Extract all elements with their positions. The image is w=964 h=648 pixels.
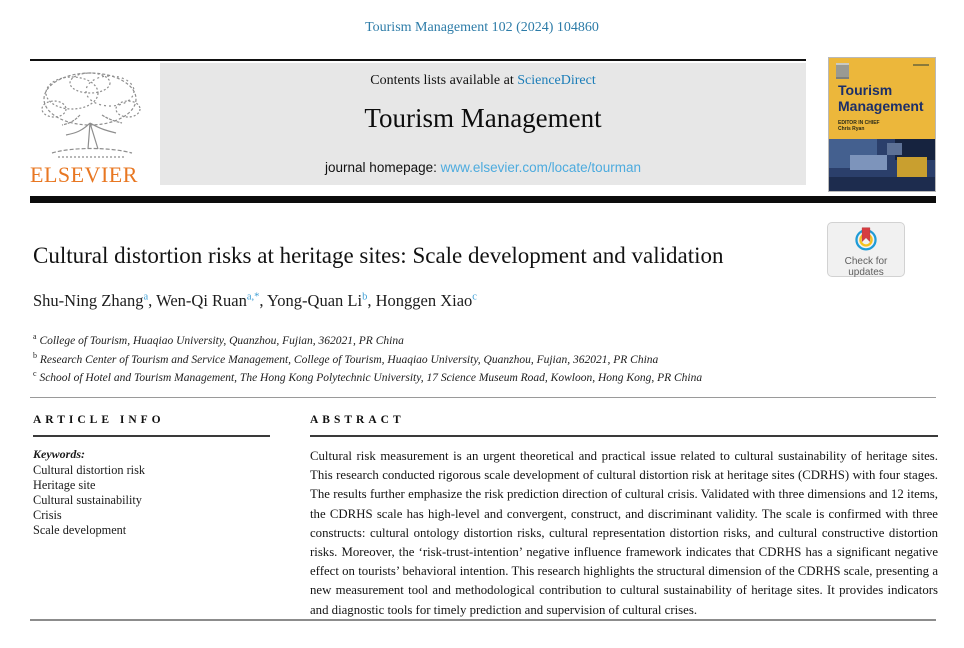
elsevier-tree-icon — [32, 65, 150, 161]
affiliation-line: $^a$ College of Tourism, Huaqiao University, Quanzhou, Fujian, 362021, PR China — [33, 332, 404, 347]
keyword-item: Cultural sustainability — [33, 492, 142, 507]
abstract-heading-rule — [310, 435, 938, 437]
homepage-line — [160, 160, 806, 175]
header-top-rule — [30, 59, 806, 61]
author-affil-sup: c — [472, 291, 477, 303]
article-info-heading-rule — [33, 435, 270, 437]
homepage-prefix: journal homepage: — [325, 160, 441, 175]
homepage-link[interactable]: www.elsevier.com/locate/tourman — [440, 160, 641, 175]
cover-photo-collage — [829, 139, 935, 191]
badge-line1: Check for — [844, 256, 888, 267]
article-info-column — [33, 414, 270, 539]
affiliations — [33, 330, 793, 386]
cover-editor-name: Chris Ryan — [838, 126, 865, 132]
author: Honggen Xiao$^c$ — [375, 291, 477, 310]
badge-line2: updates — [848, 266, 884, 278]
sciencedirect-link[interactable]: ScienceDirect — [517, 73, 596, 88]
author-list — [33, 291, 833, 311]
keyword-item: Heritage site — [33, 477, 96, 492]
cover-editor-info — [838, 120, 880, 132]
crossmark-icon — [853, 226, 879, 252]
author-affil-sup: b — [362, 291, 368, 303]
badge-text — [828, 257, 904, 278]
author: Yong-Quan Li$^b$, — [267, 291, 376, 310]
abstract-text: Cultural risk measurement is an urgent theoretical and practical issue related to cultural sustainability of heritage sites. This research conducted rigorous scale development of cultural distortion risk at heritage sites (CDRHS) with four stages. The results further emphasize the risk prediction direction of cultural crisis. Validated with three dimensions and 12 items, the CDRHS scale has high-level and convergent, construct, and discriminant validity. The scale is confirmed with three constructs: cultural ontology distortion risks, cultural representation distortion risks, and cultural constructive distortion risks. Moreover, the ‘risk-trust-intention’ negative influence framework indicates that CDRHS has a significant negative effect on tourists’ behavioral intention. This research highlights the structural dimension of the CDRHS scale, presenting a new measurement tool and methodological contribution to cultural sustainability of heritage sites. It provides indicators and diagnostic tools for timely prediction and supervision of cultural crises. — [310, 449, 938, 617]
author-affil-sup: a,* — [246, 291, 260, 303]
keywords-label: Keywords: — [33, 447, 85, 461]
author: Wen-Qi Ruan$^{a,*}$, — [156, 291, 268, 310]
keyword-item: Cultural distortion risk — [33, 462, 146, 477]
keyword-item: Crisis — [33, 508, 62, 523]
abstract-column — [310, 414, 938, 620]
page-bottom-rule — [30, 619, 936, 621]
cover-editor-label: EDITOR IN CHIEF — [838, 120, 880, 126]
cover-journal-title: Tourism Management — [838, 82, 924, 114]
masthead-band — [160, 63, 806, 185]
section-top-rule — [30, 397, 936, 398]
article-title: Cultural distortion risks at heritage sites: Scale development and validation — [33, 243, 724, 268]
journal-title: Tourism Management — [364, 103, 602, 133]
affiliation-line: $^c$ School of Hotel and Tourism Management, The Hong Kong Polytechnic University, 17 Science Museum Road, Kowloon, Hong Kong, PR China — [33, 369, 703, 385]
contents-line — [160, 73, 806, 89]
cover-publisher-mini-logo-icon — [836, 63, 849, 79]
abstract-heading: ABSTRACT — [310, 414, 405, 426]
header-divider-bar — [30, 196, 936, 203]
journal-cover-thumbnail[interactable] — [828, 57, 936, 192]
keyword-item: Scale development — [33, 523, 127, 538]
elsevier-logo — [30, 63, 154, 190]
cover-issue-marker — [913, 64, 929, 66]
author: Shu-Ning Zhang$^a$, — [33, 291, 157, 310]
journal-citation: Tourism Management 102 (2024) 104860 — [365, 20, 599, 35]
article-info-heading: ARTICLE INFO — [33, 414, 165, 426]
author-affil-sup: a — [143, 291, 149, 303]
check-for-updates-badge[interactable] — [827, 222, 905, 277]
contents-prefix: Contents lists available at — [370, 73, 518, 88]
elsevier-wordmark: ELSEVIER — [30, 162, 138, 187]
affiliation-line: $^b$ Research Center of Tourism and Service Management, College of Tourism, Huaqiao University, Quanzhou, Fujian, 362021, PR China — [33, 350, 659, 366]
